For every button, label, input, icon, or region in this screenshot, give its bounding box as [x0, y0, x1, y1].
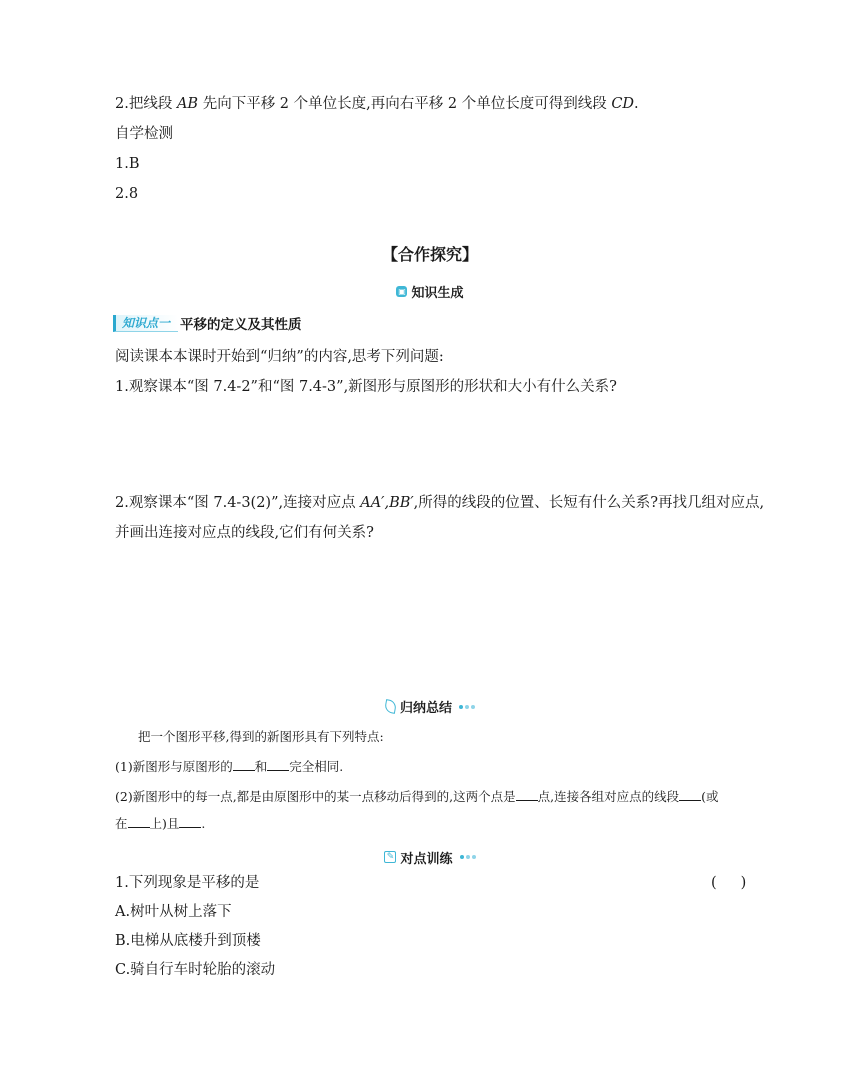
dots-decoration — [460, 855, 476, 859]
blank-4[interactable] — [679, 788, 701, 801]
segments-aa-bb: AA′,BB′ — [360, 495, 414, 511]
text: (2)新图形中的每一点,都是由原图形中的某一点移动后得到的,这两个点是 — [115, 789, 516, 804]
text: 2.把线段 — [115, 96, 177, 112]
leaf-icon — [384, 699, 397, 714]
text: 和 — [254, 759, 268, 774]
text: (或 — [701, 789, 719, 804]
section-title: 【合作探究】 — [381, 245, 478, 264]
answer-paren[interactable] — [711, 873, 746, 893]
text: . — [201, 816, 206, 831]
blank-6[interactable] — [179, 815, 201, 828]
summary-point-2-cont — [115, 815, 205, 833]
segment-ab: AB — [176, 96, 199, 112]
pencil-icon: ✎ — [384, 851, 396, 863]
text: . — [634, 96, 639, 112]
knowledge-gen-label: 知识生成 — [411, 286, 464, 301]
option-b[interactable]: B.电梯从底楼升到顶楼 — [115, 933, 261, 949]
question-2 — [115, 493, 764, 513]
blank-3[interactable] — [516, 788, 538, 801]
text: 先向下平移 2 个单位长度,再向右平移 2 个单位长度可得到线段 — [198, 96, 612, 112]
option-c[interactable]: C.骑自行车时轮胎的滚动 — [115, 962, 276, 978]
blank-5[interactable] — [128, 815, 150, 828]
option-a[interactable]: A.树叶从树上落下 — [115, 904, 232, 920]
text: 上)且 — [149, 816, 180, 831]
question-1: 1.观察课本“图 7.4-2”和“图 7.4-3”,新图形与原图形的形状和大小有什么关系? — [115, 379, 617, 395]
summary-intro: 把一个图形平移,得到的新图形具有下列特点: — [138, 729, 384, 744]
practice-label: 对点训练 — [400, 851, 453, 867]
self-check-heading: 自学检测 — [115, 126, 173, 142]
summary-point-2 — [115, 788, 719, 806]
paren-open: ( — [711, 875, 717, 891]
text: 在 — [115, 816, 128, 831]
answer-2: 2.8 — [115, 186, 139, 202]
blank-1[interactable] — [233, 758, 255, 771]
practice-question-1: 1.下列现象是平移的是 — [115, 875, 260, 891]
book-icon: ▣ — [398, 287, 406, 296]
text: ,所得的线段的位置、长短有什么关系?再找几组对应点, — [413, 495, 765, 511]
knowledge-point-title: 平移的定义及其性质 — [180, 317, 302, 333]
knowledge-point-badge: 知识点一 — [113, 315, 178, 332]
answer-1: 1.B — [115, 156, 140, 172]
question-2-line-2: 并画出连接对应点的线段,它们有何关系? — [115, 525, 374, 541]
text: 点,连接各组对应点的线段 — [537, 789, 680, 804]
summary-label: 归纳总结 — [399, 701, 452, 716]
dots-decoration — [459, 705, 475, 709]
paren-close: ) — [740, 875, 747, 891]
practice-heading — [0, 844, 860, 867]
blank-2[interactable] — [267, 758, 289, 771]
text: (1)新图形与原图形的 — [115, 759, 233, 774]
top-item-2 — [115, 94, 639, 114]
knowledge-gen-heading — [0, 279, 860, 301]
knowledge-point-heading — [113, 313, 302, 333]
summary-heading — [0, 697, 860, 717]
reading-instruction: 阅读课本本课时开始到“归纳”的内容,思考下列问题: — [115, 349, 444, 365]
summary-point-1 — [115, 758, 343, 776]
text: 完全相同. — [289, 759, 344, 774]
text: 2.观察课本“图 7.4-3(2)”,连接对应点 — [115, 495, 361, 511]
segment-cd: CD — [611, 96, 635, 112]
